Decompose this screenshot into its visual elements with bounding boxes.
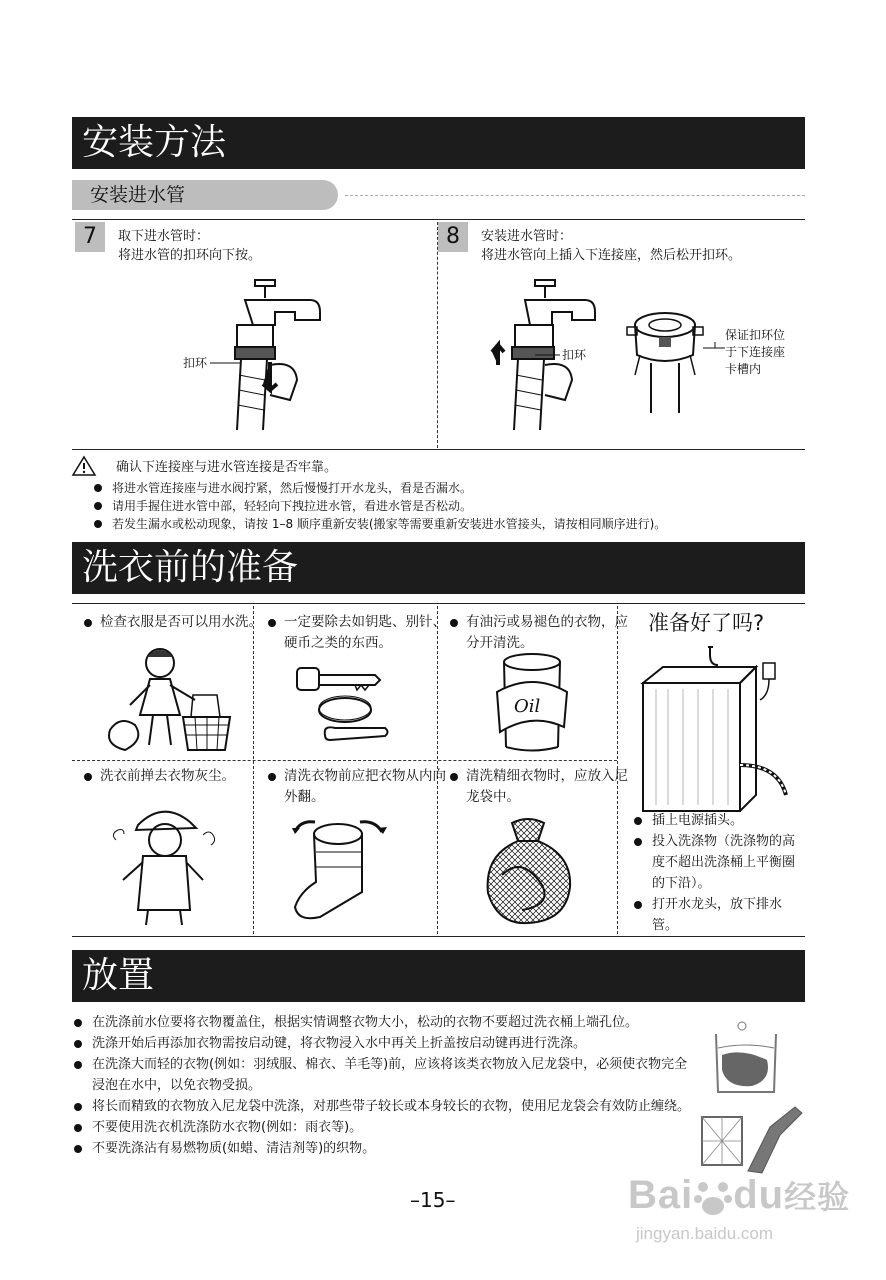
watermark-brand-cn: 经验 [784, 1179, 851, 1215]
page-number: –15– [410, 1188, 456, 1212]
list-item: 在洗涤前水位要将衣物覆盖住，根据实情调整衣物大小，松动的衣物不要超过洗衣桶上端孔位。 [70, 1012, 695, 1033]
prep-tip-shake-dust: 洗衣前掸去衣物灰尘。 [78, 766, 270, 787]
seat-note-line2: 于下连接座 [725, 345, 786, 359]
list-item: 将长而精致的衣物放入尼龙袋中洗涤，对那些带子较长或本身较长的衣物，使用尼龙袋会有效防止缠绕。 [70, 1096, 695, 1117]
section-title-installation: 安装方法 [72, 117, 805, 169]
key-coin-pin-illustration [295, 660, 390, 745]
subtitle-dashed-rule [345, 195, 805, 196]
prep-tip-turn-inside-out: 清洗衣物前应把衣物从内向外翻。 [262, 766, 454, 808]
seat-note-line1: 保证扣环位 [725, 328, 786, 342]
list-item: 不要使用洗衣机洗涤防水衣物(例如：雨衣等)。 [70, 1117, 695, 1138]
bag-and-long-garment-illustration [700, 1105, 805, 1175]
prep-tip-nylon-bag: 清洗精细衣物时，应放入尼龙袋中。 [444, 766, 634, 808]
list-item: 将进水管连接座与进水阀拧紧，然后慢慢打开水龙头，看是否漏水。 [90, 479, 790, 497]
prep-tip-remove-items: 一定要除去如钥匙、别针、硬币之类的东西。 [262, 612, 454, 654]
watermark-brand: Bai [628, 1173, 694, 1217]
section-title-preparation: 洗衣前的准备 [72, 542, 805, 594]
step7-text-line2: 将进水管的扣环向下按。 [118, 248, 262, 263]
connector-seat-illustration [625, 305, 705, 415]
warning-text: 确认下连接座与进水管连接是否牢靠。 [116, 460, 338, 475]
paw-icon [693, 1177, 733, 1217]
submerged-clothes-illustration [712, 1020, 780, 1095]
baidu-watermark-logo [628, 1172, 850, 1218]
watermark-url: jingyan.baidu.com [636, 1224, 774, 1243]
note-bracket [703, 340, 725, 354]
step-number-7: 7 [75, 222, 105, 252]
inspection-bullets [90, 479, 790, 533]
watermark-brand-2: du [733, 1173, 785, 1217]
prep-tip-check-washable: 检查衣服是否可以用水洗。 [78, 612, 270, 633]
clamp-ring-label-2: 扣环 [562, 348, 587, 362]
step7-text-line1: 取下进水管时： [118, 229, 210, 244]
grid-bottom-line [72, 936, 805, 937]
list-item: 洗涤开始后再添加衣物需按启动键，将衣物浸入水中再关上折盖按启动键再进行洗涤。 [70, 1033, 695, 1054]
washing-machine-illustration [638, 645, 798, 815]
subsection-title-inlet-hose: 安装进水管 [72, 180, 338, 210]
inside-out-sock-illustration [290, 812, 390, 927]
nylon-laundry-bag-illustration [482, 815, 574, 927]
list-item: 打开水龙头，放下排水管。 [630, 894, 800, 936]
list-item: 插上电源插头。 [630, 810, 800, 831]
column-divider [437, 222, 438, 448]
section-title-loading: 放置 [72, 950, 805, 1002]
list-item: 不要洗涤沾有易燃物质(如蜡、清洁剂等)的织物。 [70, 1138, 695, 1159]
faucet-remove-hose-illustration [215, 280, 325, 435]
step8-text-line1: 安装进水管时： [481, 229, 573, 244]
list-item: 投入洗涤物（洗涤物的高度不超出洗涤桶上平衡圈的下沿）。 [630, 831, 800, 894]
boy-shaking-clothes-illustration [108, 800, 218, 930]
ready-check-title: 准备好了吗? [648, 611, 765, 635]
divider [72, 449, 805, 450]
girl-with-laundry-illustration [105, 645, 240, 755]
label-leader-line [210, 362, 240, 364]
list-item: 在洗涤大而轻的衣物(例如：羽绒服、棉衣、羊毛等)前，应该将该类衣物放入尼龙袋中，必须使衣物完全浸泡在水中，以免衣物受损。 [70, 1054, 695, 1096]
step8-text-line2: 将进水管向上插入下连接座，然后松开扣环。 [481, 248, 742, 263]
oil-can-label: Oil [514, 696, 541, 717]
prep-tip-separate-stained: 有油污或易褪色的衣物，应分开清洗。 [444, 612, 634, 654]
list-item: 若发生漏水或松动现象，请按 1–8 顺序重新安装(搬家等需要重新安装进水管接头，请按相同顺序进行)。 [90, 515, 790, 533]
grid-top-line [72, 603, 805, 604]
warning-triangle-icon [72, 456, 96, 476]
divider [72, 219, 805, 220]
list-item: 请用手握住进水管中部，轻轻向下拽拉进水管，看进水管是否松动。 [90, 497, 790, 515]
ready-checklist [630, 810, 800, 936]
step-number-8: 8 [438, 222, 468, 252]
label-leader-line [535, 354, 560, 356]
loading-instructions [70, 1012, 695, 1159]
clamp-ring-label: 扣环 [183, 356, 208, 370]
seat-note-line3: 卡槽内 [725, 362, 762, 376]
oil-stained-jeans-illustration [492, 652, 572, 752]
grid-row-divider [72, 760, 617, 762]
